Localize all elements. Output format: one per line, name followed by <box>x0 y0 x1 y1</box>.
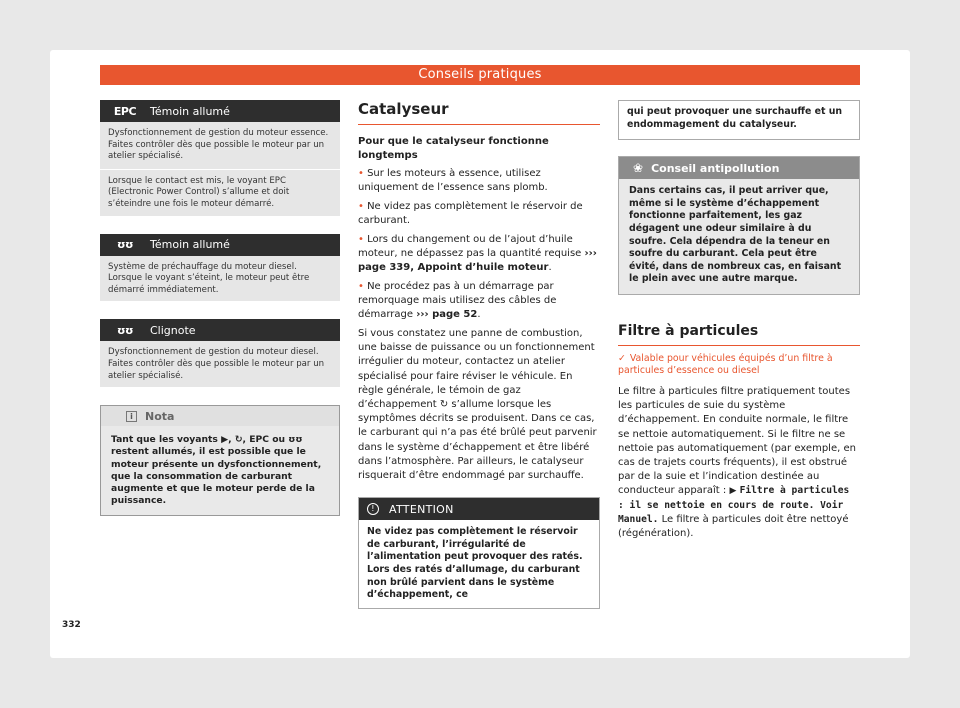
body-paragraph: Le filtre à particules doit être nettoyé (régénération). <box>618 513 849 539</box>
body-paragraph: Si vous constatez une panne de combustion, une baisse de puissance ou un fonctionnement irrégulier du moteur, contactez un atelier spécialisé pour faire réviser le véhicule. En règle générale, le témoin de gaz d’échappement ↻ s’allume lorsque les symptômes décrits se produisent. Dans ce cas, le carburant qui n’a pas été brûlé peut parvenir dans le système d’échappement et être libéré dans l’atmosphère. Par ailleurs, le catalyseur risquerait d’être endommagé par surchauffe. <box>358 328 597 482</box>
note-title: Nota <box>145 409 175 423</box>
validity-note: ✓ Valable pour véhicules équipés d’un filtre à particules d’essence ou diesel <box>618 352 833 376</box>
column-middle <box>358 100 600 609</box>
page-number: 332 <box>62 620 81 630</box>
warning-icon: ! <box>367 503 379 515</box>
attention-text: Ne videz pas complètement le réservoir de carburant, l’irrégularité de l’alimentation peut provoquer des ratés. Lors des ratés d’allumage, du carburant non brûlé parvient dans le système d’échappement, ce <box>359 520 599 608</box>
section-title: Filtre à particules <box>618 323 860 346</box>
note-box <box>100 405 340 516</box>
epc-icon: EPC <box>113 104 137 118</box>
column-left <box>100 100 340 516</box>
eco-text: Dans certains cas, il peut arriver que, même si le système d’échappement fonctionne parfaitement, les gaz dégagent une odeur similaire à du soufre. Cela dépendra de la teneur en soufre du carburant. Cela peut être évité, dans de nombreux cas, en faisant le plein avec une autre marque. <box>619 179 859 294</box>
body-paragraph: Le filtre à particules filtre pratiquement toutes les particules de suie du système d’échappement. En conduite normale, le filtre se nettoie automatiquement. Si le filtre ne se nettoie pas automatiquement (par exemple, en cas de trajets courts fréquents), il est obstrué par de la suie et l’indication destinée au conducteur apparaît : <box>618 385 856 497</box>
check-icon: ✓ <box>618 352 626 364</box>
box-text: Système de préchauffage du moteur diesel. Lorsque le voyant s’éteint, le moteur peut être démarré immédiatement. <box>108 261 310 295</box>
warning-box-glow <box>100 234 340 302</box>
box-text: Dysfonctionnement de gestion du moteur essence. Faites contrôler dès que possible le moteur par un atelier spécialisé. <box>108 128 329 162</box>
section-header: Conseils pratiques <box>100 65 860 85</box>
car-icon: ▶ <box>729 486 737 497</box>
list-item: • Sur les moteurs à essence, utilisez uniquement de l’essence sans plomb. <box>358 168 548 193</box>
display-message: Filtre à particules : il se nettoie en cours de route. Voir Manuel. <box>618 485 850 525</box>
eco-title: Conseil antipollution <box>651 161 780 175</box>
page-reference-link[interactable]: ››› page 339, Appoint d’huile moteur <box>358 248 597 273</box>
section-title: Catalyseur <box>358 100 600 125</box>
list-item: • Ne videz pas complètement le réservoir de carburant. <box>358 201 583 226</box>
box-title: Témoin allumé <box>150 104 230 118</box>
note-text: Tant que les voyants ▶, ↻, EPC ou ʊʊ restent allumés, il est possible que le moteur présente un dysfonctionnement, que la consommation de carburant augmente et que le moteur perde de la puissance. <box>101 426 339 515</box>
info-icon: i <box>126 411 137 422</box>
box-title: Clignote <box>150 323 196 337</box>
box-text: Dysfonctionnement de gestion du moteur diesel. Faites contrôler dès que possible le moteur par un atelier spécialisé. <box>108 347 325 381</box>
flower-icon: ❀ <box>633 161 644 176</box>
box-text: Lorsque le contact est mis, le voyant EPC (Electronic Power Control) s’allume et doit s’éteindre une fois le moteur démarré. <box>108 175 290 209</box>
manual-page <box>50 50 910 658</box>
glow-plug-icon: ʊʊ <box>117 238 133 252</box>
intro-text: Pour que le catalyseur fonctionne longtemps <box>358 136 549 161</box>
list-item: • Lors du changement ou de l’ajout d’huile moteur, ne dépassez pas la quantité requise ››› page 339, Appoint d’huile moteur. <box>358 234 597 273</box>
eco-tip-box <box>618 156 860 295</box>
list-item: • Ne procédez pas à un démarrage par remorquage mais utilisez des câbles de démarrage ››› page 52. <box>358 281 557 320</box>
box-title: Témoin allumé <box>150 238 230 252</box>
warning-box-flash <box>100 319 340 387</box>
warning-box-epc <box>100 100 340 216</box>
page-reference-link[interactable]: ››› page 52 <box>416 309 478 320</box>
attention-box <box>358 497 600 609</box>
glow-plug-icon: ʊʊ <box>117 323 133 337</box>
column-right <box>618 100 860 541</box>
attention-title: ATTENTION <box>389 502 454 516</box>
attention-continued: qui peut provoquer une surchauffe et un endommagement du catalyseur. <box>618 100 860 140</box>
